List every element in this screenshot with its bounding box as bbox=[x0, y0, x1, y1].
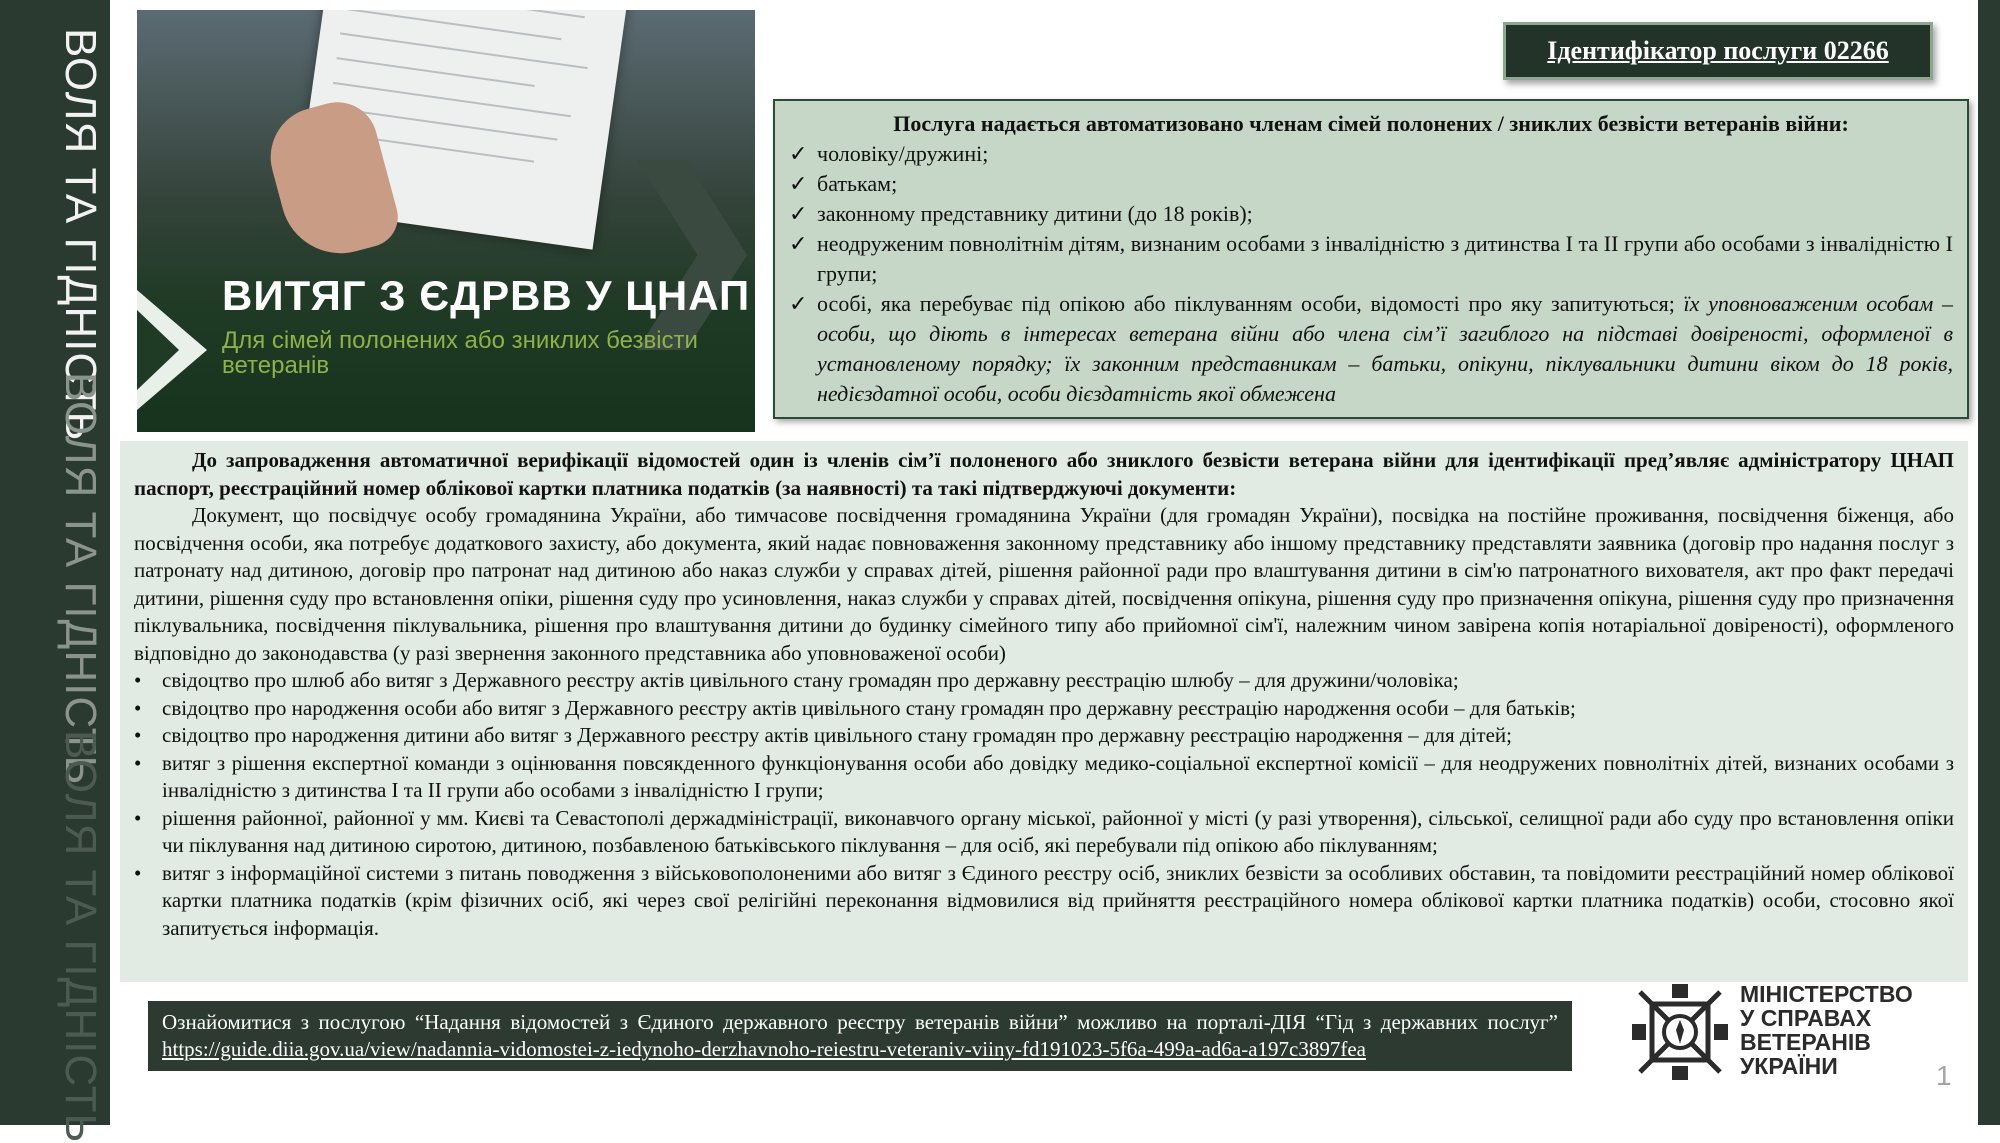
bullet-icon: • bbox=[134, 668, 142, 692]
checkmark-icon: ✓ bbox=[789, 291, 808, 316]
sidebar-motto-1: ВОЛЯ ТА ГІДНІСТЬ bbox=[56, 28, 105, 442]
checkmark-icon: ✓ bbox=[789, 171, 808, 196]
document-bullet-text: свідоцтво про шлюб або витяг з Державного реєстру актів цивільного стану громадян про державну реєстрацію шлюбу – для дружини/чоловіка; bbox=[162, 668, 1459, 692]
logo-line-1: МІНІСТЕРСТВО bbox=[1740, 981, 1913, 1007]
intro-paragraph: До запровадження автоматичної верифікації відомостей один із членів сім’ї полоненого або зниклого безвісти ветерана війни для ідентифікації пред’являє адміністратору ЦНАП паспорт, реєстраційний номер облікової картки платника податків (за наявності) та такі підтверджуючі документи: bbox=[134, 448, 1954, 500]
checkmark-icon: ✓ bbox=[789, 141, 808, 166]
eligible-item bbox=[789, 169, 1953, 199]
bullet-icon: • bbox=[134, 805, 142, 830]
bullet-icon: • bbox=[134, 723, 142, 747]
checkmark-icon: ✓ bbox=[789, 201, 808, 226]
eligible-item-text: неодруженим повнолітнім дітям, визнаним особами з інвалідністю з дитинства I та II групи або особами з інвалідністю I групи; bbox=[817, 231, 1953, 286]
eligible-item bbox=[789, 139, 1953, 169]
eligible-item bbox=[789, 199, 1953, 229]
document-bullet-item bbox=[134, 860, 1954, 943]
document-bullet-text: витяг з рішення експертної команди з оцінювання повсякденного функціонування особи або довідку медико-соціальної експертної комісії – для неодружених повнолітніх дітей, визнаних особами з інвалідністю з дитинства I та II групи або особами з інвалідністю I групи; bbox=[162, 750, 1954, 802]
eligible-item-text: чоловіку/дружині; bbox=[817, 141, 989, 166]
bullet-icon: • bbox=[134, 695, 142, 720]
ministry-logo-text bbox=[1740, 982, 1960, 1078]
page-number: 1 bbox=[1936, 1060, 1952, 1091]
logo-line-4: УКРАЇНИ bbox=[1740, 1053, 1838, 1079]
eligible-list bbox=[789, 139, 1953, 409]
document-bullet-item bbox=[134, 722, 1954, 750]
eligible-title: Послуга надається автоматизовано членам сімей полонених / зниклих безвісти ветеранів війни: bbox=[893, 111, 1849, 136]
hero-subtitle: Для сімей полонених або зниклих безвісти ветеранів bbox=[222, 327, 698, 379]
eligible-item-text: батькам; bbox=[817, 171, 898, 196]
documents-bullet-list bbox=[134, 667, 1954, 942]
eligible-item bbox=[789, 289, 1953, 409]
eligible-item bbox=[789, 229, 1953, 289]
document-bullet-item bbox=[134, 805, 1954, 860]
bullet-icon: • bbox=[134, 860, 142, 885]
sidebar-motto-3: ВОЛЯ ТА ГІДНІСТЬ bbox=[56, 730, 105, 1143]
service-id-badge bbox=[1503, 22, 1933, 80]
chevron-decor-right bbox=[637, 160, 747, 350]
document-bullet-item bbox=[134, 695, 1954, 723]
eligible-item-text: законному представнику дитини (до 18 років); bbox=[817, 201, 1253, 226]
hero-image bbox=[137, 10, 755, 432]
ministry-emblem-icon bbox=[1630, 982, 1730, 1082]
document-bullet-text: свідоцтво про народження особи або витяг з Державного реєстру актів цивільного стану громадян про державну реєстрацію народження особи – для батьків; bbox=[162, 695, 1576, 720]
eligible-item-italic-text: їх уповноваженим особам – особи, що діють в інтересах ветерана війни або члена сім’ї загиблого на підставі довіреності, оформленої в установленому порядку; їх законним представникам – батьки, опікуни, піклувальники дитини віком до 18 років, недієздатної особи, особи дієздатність якої обмежена bbox=[817, 291, 1953, 406]
sidebar-motto-2: ВОЛЯ ТА ГІДНІСТЬ bbox=[56, 372, 105, 786]
document-bullet-text: витяг з інформаційної системи з питань поводження з військовополоненими або витяг з Єдиного реєстру осіб, зниклих безвісти за особливих обставин, та повідомити реєстраційний номер облікової картки платника податків (крім фізичних осіб, які через свої релігійні переконання відмовилися від прийняття реєстраційного номера облікової картки платника податків) особи, стосовно якої запитується інформація. bbox=[162, 860, 1954, 940]
diia-guide-box bbox=[148, 1001, 1572, 1071]
documents-requirements-block bbox=[120, 441, 1968, 982]
diia-guide-link[interactable]: https://guide.diia.gov.ua/view/nadannia-vidomostei-z-iedynoho-derzhavnoho-reiestru-veteraniv-viiny-fd191023-5f6a-499a-ad6a-a197c3897fea bbox=[162, 1037, 1366, 1061]
service-id-text: Ідентифікатор послуги 02266 bbox=[1547, 36, 1889, 65]
eligible-recipients-box bbox=[773, 99, 1969, 419]
eligible-item-text: особі, яка перебуває під опікою або піклуванням особи, відомості про яку запитуються; bbox=[817, 291, 1684, 316]
document-bullet-text: свідоцтво про народження дитини або витяг з Державного реєстру актів цивільного стану громадян про державну реєстрацію народження – для дітей; bbox=[162, 723, 1512, 747]
document-bullet-item bbox=[134, 667, 1954, 695]
diia-guide-text: Ознайомитися з послугою “Надання відомостей з Єдиного державного реєстру ветеранів війни” можливо на порталі-ДІЯ “Гід з державних послуг” bbox=[162, 1010, 1558, 1034]
left-sidebar-band bbox=[0, 0, 110, 1143]
document-bullet-item bbox=[134, 750, 1954, 805]
logo-line-2: У СПРАВАХ bbox=[1740, 1005, 1872, 1031]
bullet-icon: • bbox=[134, 750, 142, 775]
document-bullet-text: рішення районної, районної у мм. Києві та Севастополі держадміністрації, виконавчого органу міської, районної у місті (у разі утворення), сільської, селищної ради або суду про встановлення опіки чи піклування над дитиною сиротою, дитиною, позбавленою батьківського піклування – для осіб, які перебували під опікою або піклуванням; bbox=[162, 805, 1954, 857]
logo-line-3: ВЕТЕРАНІВ bbox=[1740, 1029, 1871, 1055]
hero-title: ВИТЯГ З ЄДРВВ У ЦНАП bbox=[222, 272, 751, 319]
checkmark-icon: ✓ bbox=[789, 231, 808, 256]
identity-documents-paragraph: Документ, що посвідчує особу громадянина України, або тимчасове посвідчення громадянина України (для громадян України), посвідка на постійне проживання, посвідчення біженця, або посвідчення особи, яка потребує додаткового захисту, або документа, який надає повноваження законному представнику або іншому представнику представляти заявника (договір про надання послуг з патронату над дитиною, договір про патронат над дитиною або наказ служби у справах дітей, рішення районної ради про влаштування дитини в сім'ю патронатного вихователя, акт про факт передачі дитини, рішення суду про встановлення опіки, рішення суду про усиновлення, наказ служби у справах дітей, посвідчення опікуна, рішення суду про призначення опікуна, рішення суду про призначення піклувальника, посвідчення піклувальника, рішення про влаштування дитини до будинку сімейного типу або прийомної сім'ї, належним чином завірена копія нотаріальної довіреності), оформленого відповідно до законодавства (у разі звернення законного представника або уповноваженої особи) bbox=[134, 503, 1954, 665]
right-edge-strip bbox=[1978, 0, 2000, 1125]
